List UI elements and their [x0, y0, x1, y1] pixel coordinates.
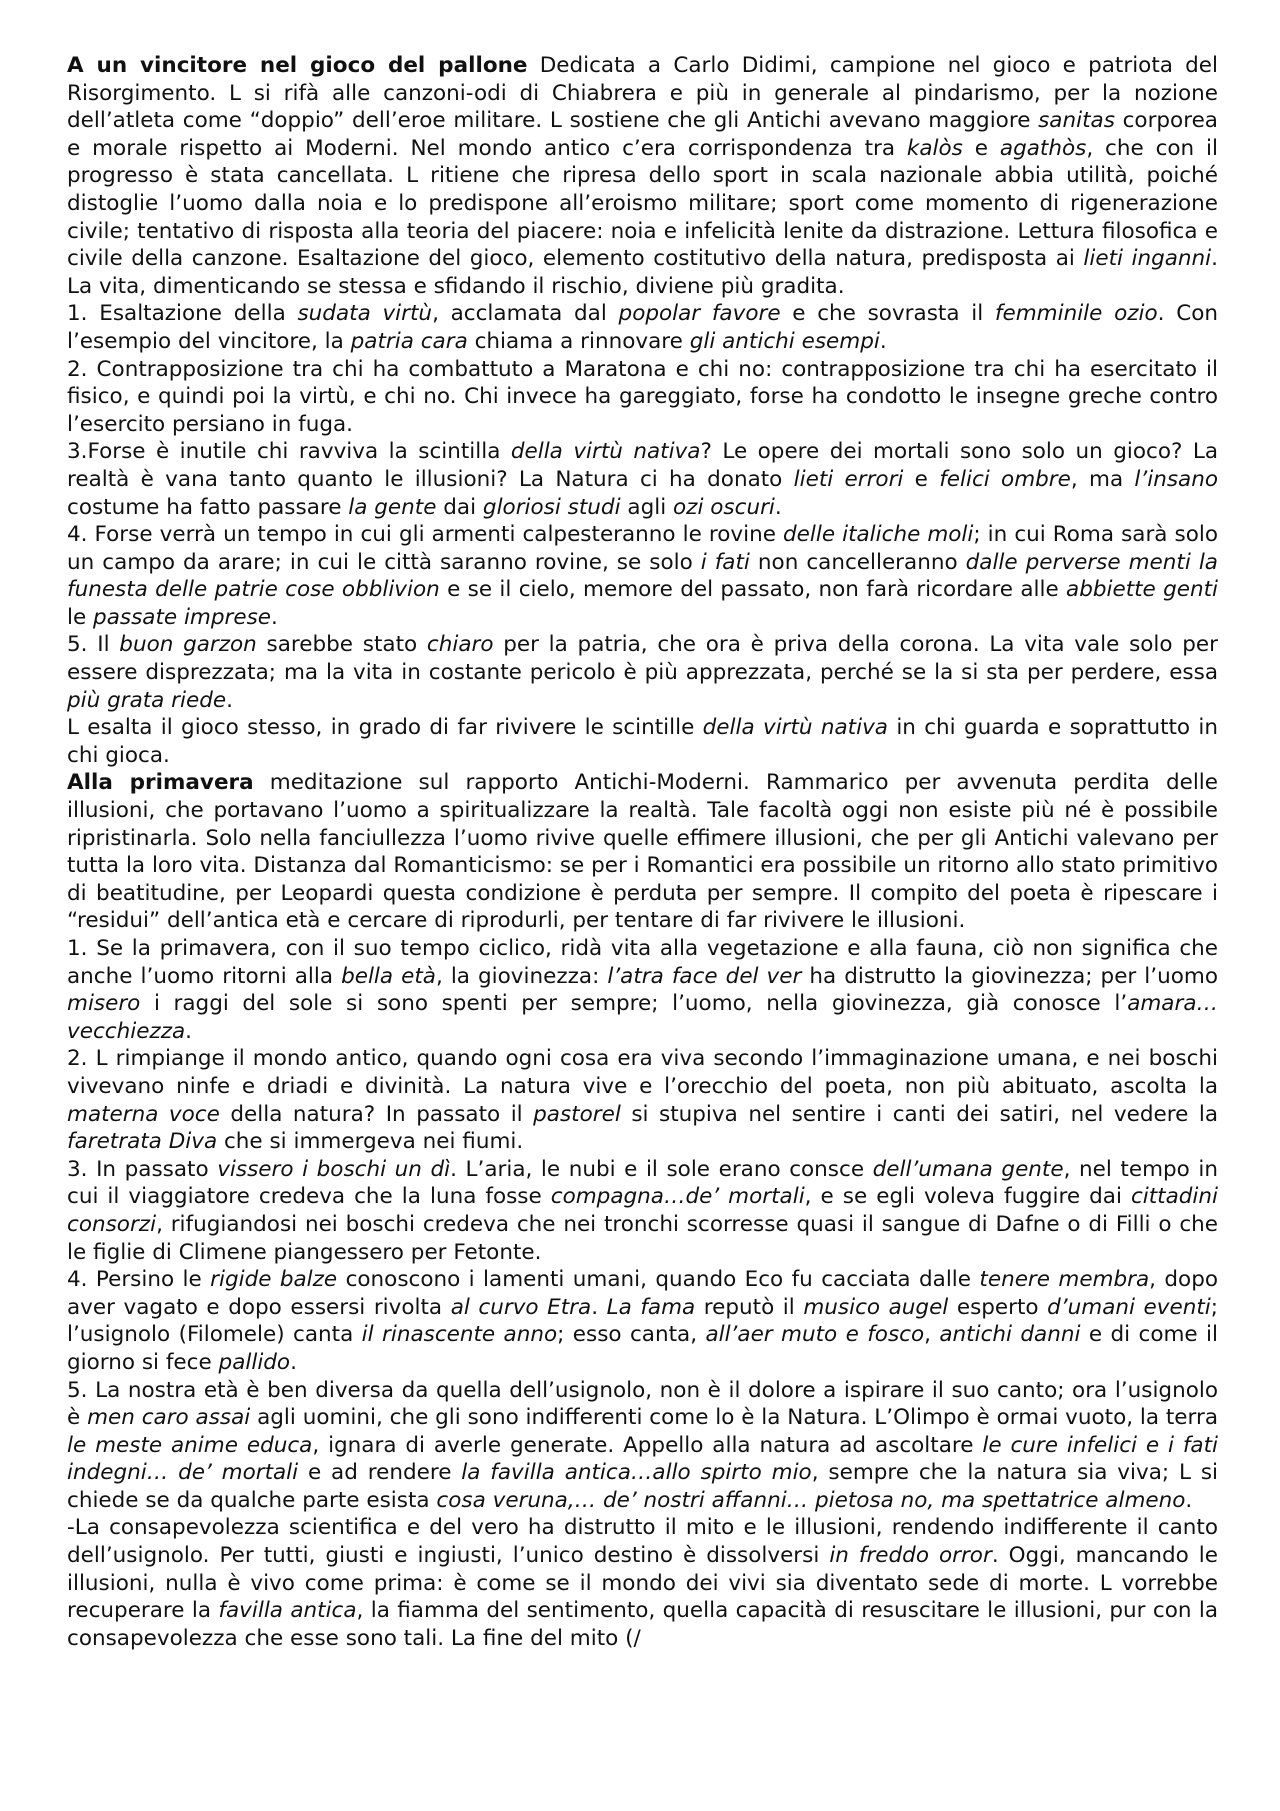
text-paragraph	[67, 1045, 1218, 1155]
quoted-phrase: buon garzon	[119, 632, 257, 658]
text-run: e se il cielo, memore del passato, non farà ricordare alle	[439, 577, 1067, 603]
text-run: . L’aria, le nubi e il sole erano consce	[450, 1156, 873, 1182]
quoted-phrase: favilla antica	[218, 1598, 357, 1624]
text-run: 5. Il	[67, 632, 120, 658]
quoted-phrase: passate imprese	[93, 604, 271, 630]
quoted-phrase: men caro assai	[87, 1405, 251, 1431]
text-run: conoscono i lamenti umani, quando Eco fu cacciata dalle	[337, 1267, 980, 1293]
quoted-phrase: pastorel	[533, 1101, 621, 1127]
text-run: costume ha fatto passare	[67, 494, 349, 520]
quoted-phrase: dell’umana gente	[872, 1156, 1064, 1182]
quoted-phrase: delle italiche moli	[783, 522, 974, 548]
text-run: 1. Esaltazione della	[67, 301, 298, 327]
text-run: in chi guarda e soprattutto in chi gioca.	[67, 715, 1219, 768]
quoted-phrase: popolar favore	[618, 301, 781, 327]
quoted-phrase: agathòs	[999, 135, 1087, 161]
text-paragraph	[67, 631, 1218, 714]
text-run: 3.Forse è inutile chi ravviva la scintilla	[67, 439, 511, 465]
text-run: si stupiva nel sentire i canti dei satiri, nel vedere la	[620, 1101, 1218, 1127]
quoted-phrase: materna voce	[67, 1101, 220, 1127]
quoted-phrase: gloriosi studi	[482, 494, 621, 520]
text-run: . Con l’esempio del vincitore, la	[67, 301, 1219, 354]
text-run: 2. L rimpiange il mondo antico, quando ogni cosa era viva secondo l’immaginazione umana, e nei boschi vivevano ninfe e driadi e divinità. La natura vive e l’orecchio del poeta, non più abituato, ascolta la	[67, 1046, 1218, 1099]
quoted-phrase: lieti inganni	[1083, 246, 1212, 272]
text-run: corporea e morale rispetto ai Moderni. Nel mondo antico c’era corrispondenza tra	[67, 108, 1218, 161]
text-run: reputò il	[695, 1294, 804, 1320]
text-run: 3. In passato	[67, 1156, 218, 1182]
quoted-phrase: musico augel	[803, 1294, 949, 1320]
quoted-phrase: compagna…de’ mortali	[550, 1184, 805, 1210]
quoted-phrase: all’aer muto e fosco	[705, 1322, 925, 1348]
text-run: .	[185, 1018, 193, 1044]
text-run: ; esso canta,	[557, 1322, 706, 1348]
text-run: le	[67, 604, 94, 630]
text-run: 2. Contrapposizione tra chi ha combattuto a Maratona e chi no: contrapposizione tra chi ha esercitato il fisico, e quindi poi la virtù, e chi no. Chi invece ha gareggiato, forse ha condotto le insegne greche contro l’esercito persiano in fuga.	[67, 356, 1218, 437]
text-run: e di come il giorno si fece	[67, 1322, 1218, 1375]
text-run: , la giovinezza:	[435, 963, 608, 989]
quoted-phrase: d’umani eventi	[1047, 1294, 1211, 1320]
quoted-phrase: della virtù nativa	[702, 715, 888, 741]
text-run: 5. La nostra età è ben diversa da quella dell’usignolo, non è il dolore a ispirare il suo canto; ora l’usignolo è	[67, 1377, 1218, 1431]
quoted-phrase: amara…vecchiezza	[67, 991, 1218, 1044]
quoted-phrase: il rinascente anno	[361, 1322, 558, 1348]
quoted-phrase: vissero i boschi un dì	[217, 1156, 451, 1182]
text-run: , acclamata dal	[432, 301, 619, 327]
text-run: , dopo aver vagato e dopo essersi rivolta	[67, 1267, 1219, 1320]
text-run: e	[962, 135, 1000, 161]
text-run: .	[226, 687, 233, 713]
quoted-phrase: più grata riede	[67, 687, 227, 713]
text-run: ha distrutto la giovinezza; per l’uomo	[801, 963, 1218, 989]
text-run: ,	[924, 1322, 940, 1348]
text-run: , la fiamma del sentimento, quella capacità di resuscitare le illusioni, pur con la consapevolezza che esse sono tali. La fine del mito (/	[67, 1598, 1218, 1651]
text-paragraph	[67, 1156, 1218, 1266]
quoted-phrase: al curvo Etra	[450, 1294, 592, 1320]
quoted-phrase: l’atra face del ver	[607, 963, 802, 989]
section-heading: A un vincitore nel gioco del pallone	[67, 53, 528, 78]
text-run: ; in cui Roma sarà solo un campo da arare; in cui le città saranno rovine, se solo	[67, 522, 1218, 575]
text-paragraph	[67, 769, 1218, 935]
text-paragraph	[67, 300, 1218, 355]
quoted-phrase: kalòs	[906, 135, 963, 161]
text-run: ? Le opere dei mortali sono solo un gioco? La realtà è vana tanto quanto le illusioni? La Natura ci ha donato	[67, 439, 1218, 492]
text-run: .	[1185, 1487, 1193, 1513]
text-run: , ignara di averle generate. Appello alla natura ad ascoltare	[312, 1432, 983, 1458]
text-run: dai	[436, 494, 483, 520]
text-run: agli uomini, che gli sono indifferenti come lo è la Natura. L’Olimpo è ormai vuoto, la terra	[250, 1405, 1219, 1431]
text-run: e ad rendere	[298, 1460, 462, 1486]
text-run: . Oggi, mancando le illusioni, nulla è vivo come prima: è come se il mondo dei vivi sia diventato sede di morte. L vorrebbe recuperare la	[67, 1543, 1219, 1624]
quoted-phrase: bella età	[341, 963, 436, 989]
text-run: esperto	[948, 1294, 1048, 1320]
text-paragraph	[67, 1514, 1218, 1652]
text-run: sarebbe stato	[256, 632, 427, 658]
quoted-phrase: tenere membra	[979, 1267, 1150, 1293]
text-run: meditazione sul rapporto Antichi-Moderni. Rammarico per avvenuta perdita delle illusioni, che portavano l’uomo a spiritualizzare la realtà. Tale facoltà oggi non esiste più né è possibile ripristinarla. Solo nella fanciullezza l’uomo rivive quelle effimere illusioni, che per gli Antichi valevano per tutta la loro vita. Distanza dal Romanticismo: se per i Romantici era possibile un ritorno allo stato primitivo di beatitudine, per Leopardi questa condizione è perduta per sempre. Il compito del poeta è ripescare i “residui” dell’antica età e cercare di riprodurli, per tentare di far rivivere le illusioni.	[67, 770, 1218, 934]
text-run: non cancelleranno	[749, 549, 966, 575]
quoted-phrase: chiaro	[426, 632, 494, 658]
quoted-phrase: rigide balze	[210, 1267, 338, 1293]
quoted-phrase: faretrata Diva	[67, 1129, 218, 1155]
quoted-phrase: della virtù nativa	[510, 439, 701, 465]
quoted-phrase: cosa veruna,… de’ nostri affanni… pietosa no, ma spettatrice almeno	[436, 1487, 1186, 1513]
text-run: chiama a rinnovare	[467, 328, 690, 354]
text-run: 4. Forse verrà un tempo in cui gli armenti calpesteranno le rovine	[67, 522, 783, 548]
text-paragraph	[67, 438, 1218, 521]
quoted-phrase: dalle perverse menti la funesta delle patrie cose obblivion	[67, 549, 1218, 603]
text-run: , nel tempo in cui il viaggiatore credeva che la luna fosse	[67, 1156, 1218, 1210]
text-run: , e se egli voleva fuggire dai	[804, 1184, 1131, 1210]
quoted-phrase: pallido	[218, 1349, 291, 1375]
text-run: L esalta il gioco stesso, in grado di far rivivere le scintille	[67, 715, 703, 741]
text-run: .	[271, 604, 278, 630]
quoted-phrase: ozi oscuri	[673, 494, 775, 520]
quoted-phrase: La fama	[606, 1294, 696, 1320]
text-run: ; l’usignolo (Filomele) canta	[67, 1294, 1219, 1348]
quoted-phrase: in freddo orror	[829, 1543, 992, 1569]
text-run: che si immergeva nei fiumi.	[217, 1129, 524, 1155]
quoted-phrase: abbiette genti	[1066, 577, 1219, 603]
text-run: .	[290, 1349, 297, 1375]
text-run: , sempre che la natura sia viva; L si chiede se da qualche parte esista	[67, 1460, 1219, 1513]
text-run: -La consapevolezza scientifica e del vero ha distrutto il mito e le illusioni, rendendo indifferente il canto dell’usignolo. Per tutti, giusti e ingiusti, l’unico destino è dissolversi	[67, 1515, 1218, 1569]
quoted-phrase: gli antichi esempi	[689, 328, 880, 354]
text-run: i raggi del sole si sono spenti per sempre; l’uomo, nella giovinezza, già conosce l’	[140, 991, 1128, 1017]
text-run: e	[903, 466, 940, 492]
quoted-phrase: l’insano	[1134, 466, 1218, 492]
quoted-phrase: femminile ozio	[994, 301, 1158, 327]
text-run: .	[591, 1294, 607, 1320]
text-paragraph	[67, 521, 1218, 631]
quoted-phrase: la gente	[348, 494, 437, 520]
quoted-phrase: cittadini consorzi	[67, 1184, 1218, 1237]
document-page	[67, 52, 1218, 1652]
quoted-phrase: patria cara	[350, 328, 468, 354]
text-run: . La vita, dimenticando se stessa e sfidando il rischio, diviene più gradita.	[67, 246, 1218, 299]
text-run: per la patria, che ora è priva della corona. La vita vale solo per essere disprezzata; ma la vita in costante pericolo è più apprezzata, perché se la si sta per perdere, essa	[67, 632, 1218, 686]
text-run: 4. Persino le	[67, 1267, 211, 1293]
text-paragraph	[67, 1266, 1218, 1376]
quoted-phrase: la favilla antica…allo spirto mio	[461, 1460, 812, 1486]
text-run: , rifugiandosi nei boschi credeva che nei tronchi scorresse quasi il sangue di Dafne o di Filli o che le figlie di Climene piangessero per Fetonte.	[67, 1211, 1218, 1265]
text-run: .	[774, 494, 782, 520]
text-run: della natura? In passato il	[219, 1101, 534, 1127]
quoted-phrase: antichi danni	[939, 1322, 1081, 1348]
text-run: e che sovrasta il	[780, 301, 995, 327]
text-run: .	[879, 328, 887, 354]
text-run: Dedicata a Carlo Didimi, campione nel gioco e patriota del Risorgimento. L si rifà alle canzoni-odi di Chiabrera e più in generale al pindarismo, per la nozione dell’atleta come “doppio” dell’eroe militare. L sostiene che gli Antichi avevano maggiore	[67, 53, 1218, 134]
quoted-phrase: felici ombre	[939, 466, 1071, 492]
text-run: 1. Se la primavera, con il suo tempo ciclico, ridà vita alla vegetazione e alla fauna, ciò non significa che anche l’uomo ritorni alla	[67, 936, 1218, 989]
text-run: , che con il progresso è stata cancellata. L ritiene che ripresa dello sport in scala nazionale abbia utilità, poiché distoglie l’uomo dalla noia e lo predispone all’eroismo militare; sport come momento di rigenerazione civile; tentativo di risposta alla teoria del piacere: noia e infelicità lenite da distrazione. Lettura filosofica e civile della canzone. Esaltazione del gioco, elemento costitutivo della natura, predisposta ai	[67, 135, 1219, 272]
text-paragraph	[67, 1377, 1218, 1515]
quoted-phrase: sudata virtù	[297, 301, 433, 327]
text-paragraph	[67, 714, 1218, 769]
quoted-phrase: lieti errori	[793, 466, 904, 492]
quoted-phrase: le cure infelici e i fati indegni… de’ mortali	[67, 1432, 1218, 1486]
text-run: , ma	[1070, 466, 1135, 492]
quoted-phrase: i fati	[700, 549, 750, 575]
section-heading: Alla primavera	[67, 770, 254, 796]
text-paragraph	[67, 356, 1218, 439]
text-run: agli	[620, 494, 674, 520]
quoted-phrase: le meste anime educa	[67, 1432, 313, 1458]
quoted-phrase: sanitas	[1038, 108, 1115, 134]
text-paragraph	[67, 52, 1218, 300]
quoted-phrase: misero	[67, 991, 141, 1017]
text-paragraph	[67, 935, 1218, 1045]
